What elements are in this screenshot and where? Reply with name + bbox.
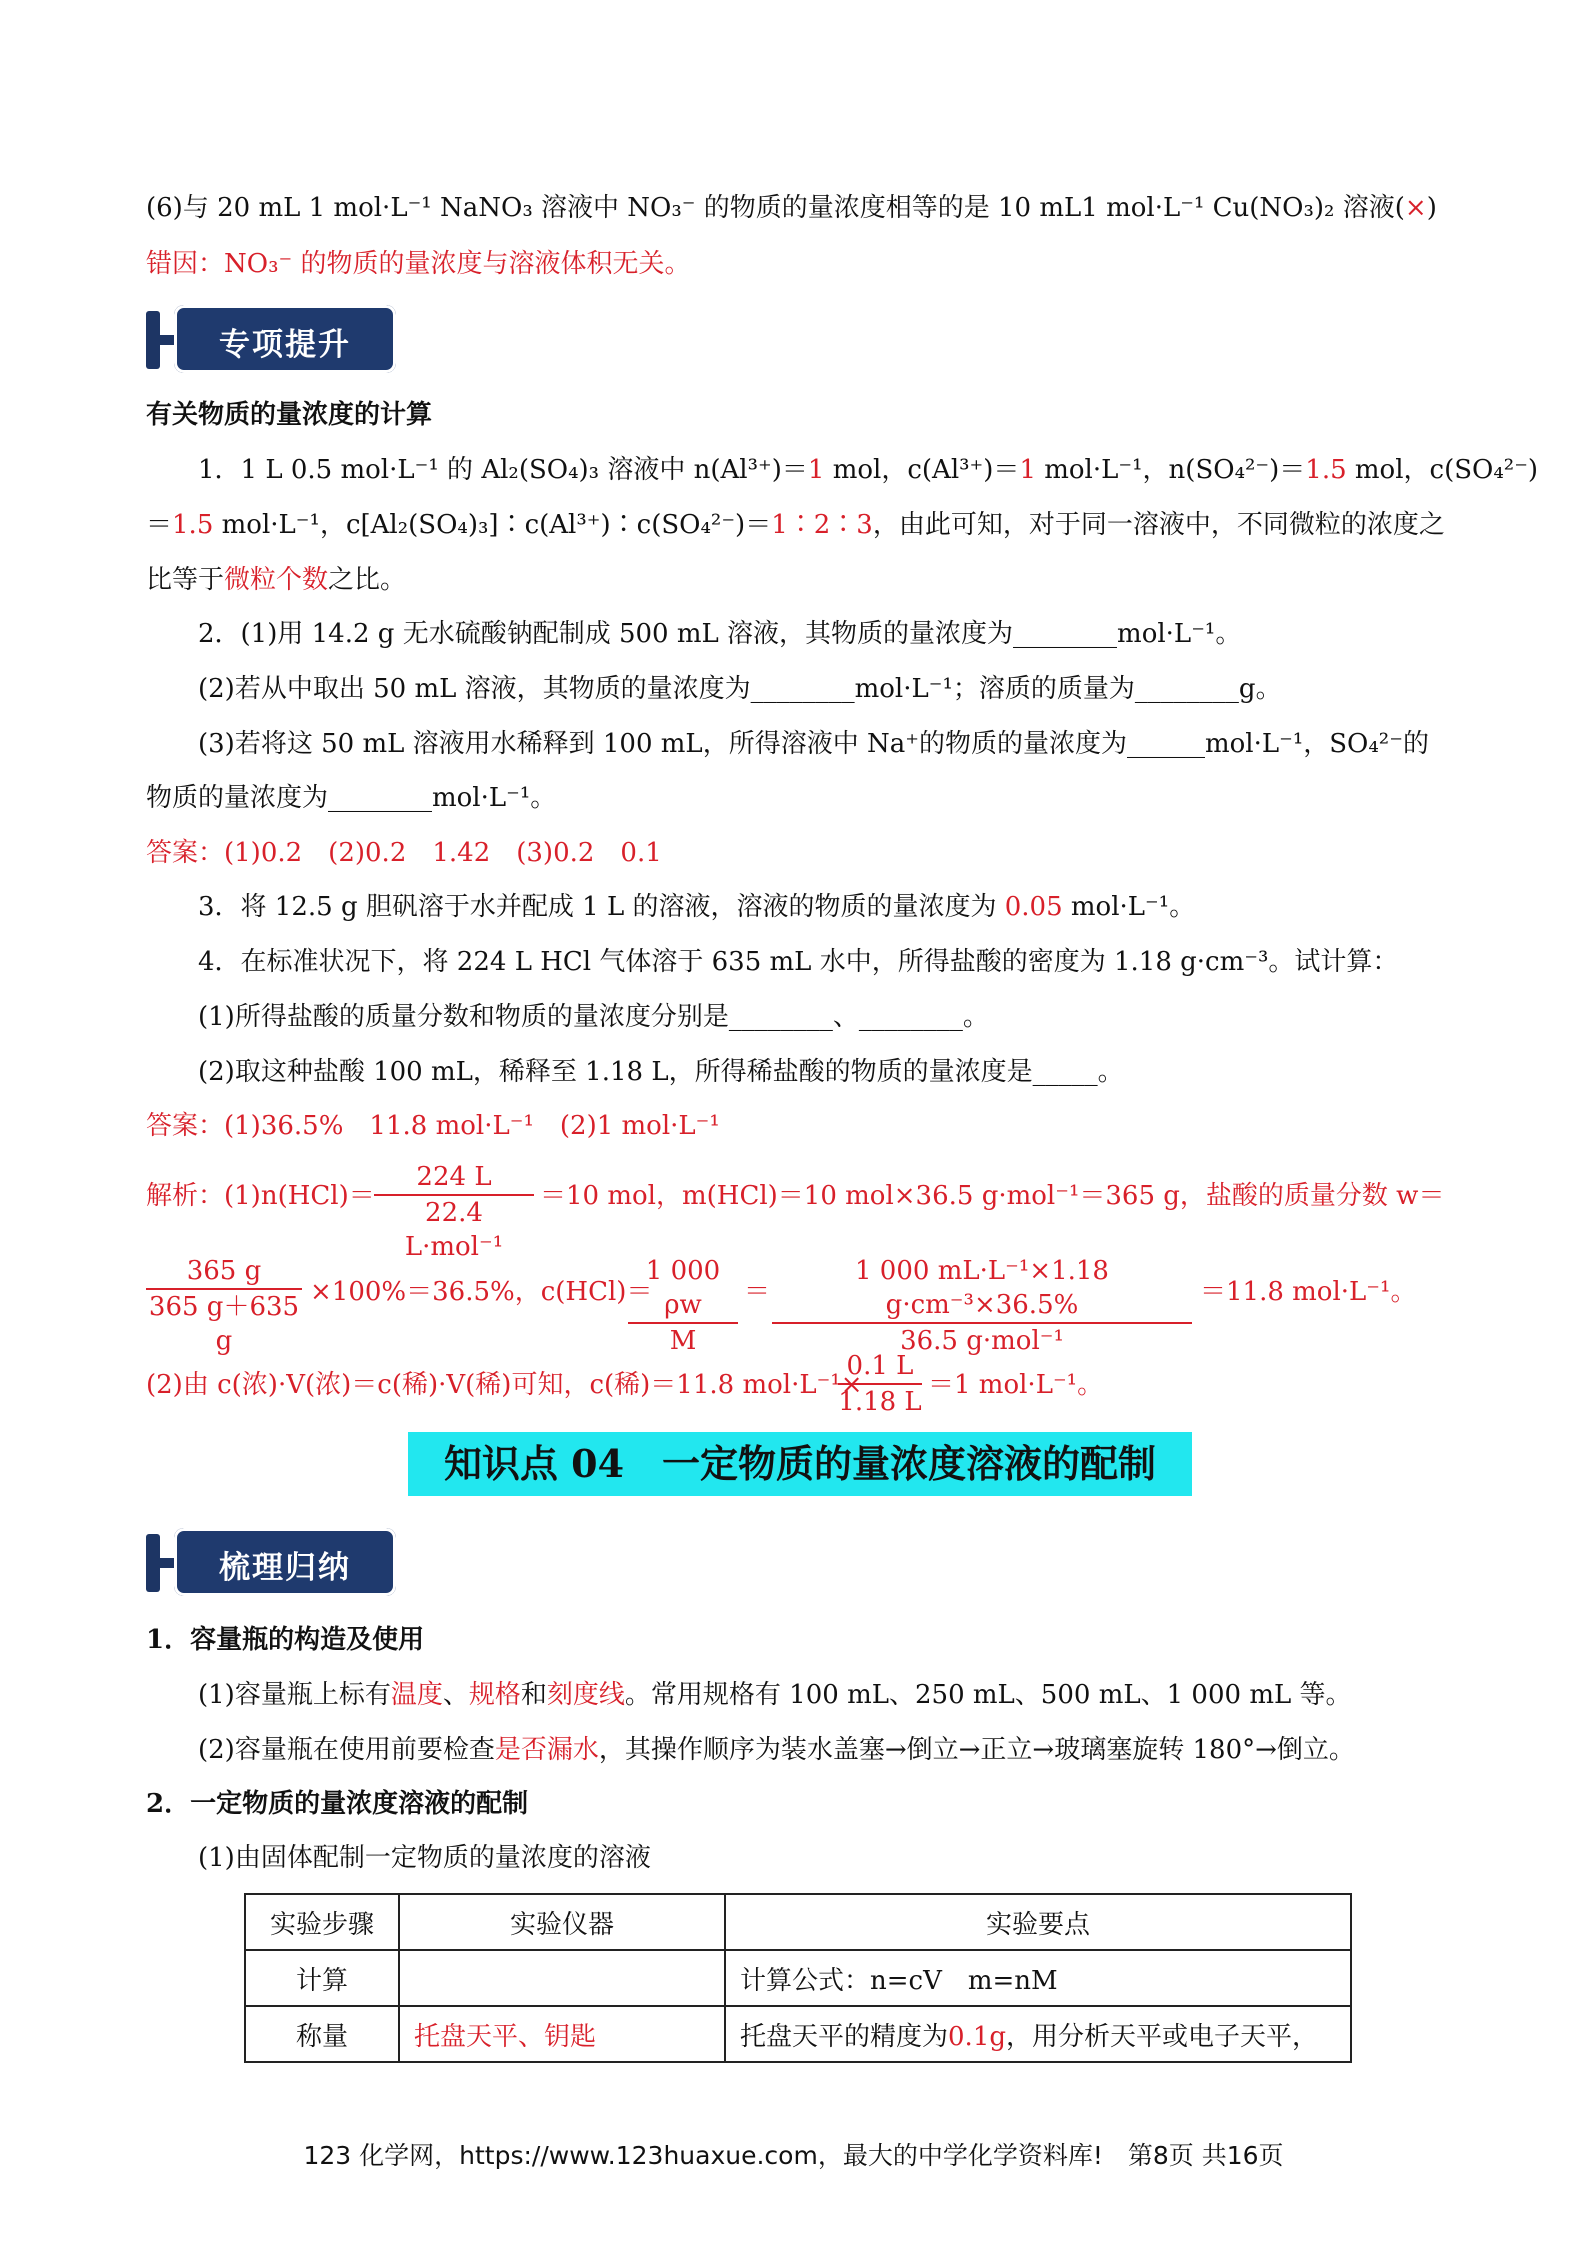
- table-header: 实验步骤: [245, 1894, 399, 1950]
- analysis-line-3a: (2)由 c(浓)·V(浓)＝c(稀)·V(稀)可知，c(稀)＝11.8 mol·L⁻¹×: [146, 1370, 863, 1400]
- section-banner-summary: 梳理归纳: [146, 1528, 398, 1598]
- s1-title: 1．容量瓶的构造及使用: [146, 1625, 425, 1655]
- q2-line-3: (3)若将这 50 mL 溶液用水稀释到 100 mL，所得溶液中 Na⁺的物质的量浓度为______mol·L⁻¹，SO₄²⁻的: [198, 729, 1429, 759]
- q1-line-1: 1．1 L 0.5 mol·L⁻¹ 的 Al₂(SO₄)₃ 溶液中 n(Al³⁺)＝1 mol，c(Al³⁺)＝1 mol·L⁻¹，n(SO₄²⁻)＝1.5 mol，c(SO₄²⁻): [198, 455, 1539, 485]
- q4-line-2: (1)所得盐酸的质量分数和物质的量浓度分别是________、________。: [198, 1002, 989, 1032]
- q1-line-3: 比等于微粒个数之比。: [146, 565, 407, 595]
- analysis-line-3b: ＝1 mol·L⁻¹。: [928, 1370, 1104, 1400]
- q2-line-2: (2)若从中取出 50 mL 溶液，其物质的量浓度为________mol·L⁻¹；溶质的质量为________g。: [198, 674, 1282, 704]
- table-cell: 称量: [245, 2006, 399, 2062]
- fraction-dilution: $\frac{0.1 L}{1.18 L}$: [838, 1351, 922, 1417]
- analysis-eq: ＝: [744, 1277, 771, 1307]
- table-cell: 计算: [245, 1950, 399, 2006]
- s2-title: 2．一定物质的量浓度溶液的配制: [146, 1789, 529, 1819]
- table-header-row: [245, 1894, 1351, 1950]
- fraction-concentration: 1 000 mL·L⁻¹×1.18 g·cm⁻³×36.5% 36.5 g·mol⁻¹: [772, 1254, 1192, 1358]
- table-cell: 托盘天平的精度为0.1g，用分析天平或电子天平，: [725, 2006, 1351, 2062]
- item-6-statement: (6)与 20 mL 1 mol·L⁻¹ NaNO₃ 溶液中 NO₃⁻ 的物质的量浓度相等的是 10 mL1 mol·L⁻¹ Cu(NO₃)₂ 溶液(×): [146, 193, 1437, 223]
- q1-line-2: ＝1.5 mol·L⁻¹，c[Al₂(SO₄)₃]∶c(Al³⁺)∶c(SO₄²⁻)＝1∶2∶3，由此可知，对于同一溶液中，不同微粒的浓度之: [146, 510, 1445, 540]
- table-cell: [399, 1950, 725, 2006]
- s1-line-1: (1)容量瓶上标有温度、规格和刻度线。常用规格有 100 mL、250 mL、500 mL、1 000 mL 等。: [198, 1680, 1352, 1710]
- s2-subtitle: (1)由固体配制一定物质的量浓度的溶液: [198, 1843, 651, 1873]
- wrong-mark: ×: [1404, 193, 1427, 223]
- analysis-line-1a: 解析：(1)n(HCl)＝: [146, 1181, 375, 1211]
- section-banner-special: 专项提升: [146, 305, 398, 375]
- q4-answer: 答案：(1)36.5% 11.8 mol·L⁻¹ (2)1 mol·L⁻¹: [146, 1111, 720, 1141]
- fraction-formula: $\frac{1 000 \rho w}{M}$: [628, 1254, 738, 1358]
- s1-line-2: (2)容量瓶在使用前要检查是否漏水，其操作顺序为装水盖塞→倒立→正立→玻璃塞旋转 180°→倒立。: [198, 1735, 1355, 1765]
- banner-bar-icon: [146, 311, 160, 369]
- q2-line-4: 物质的量浓度为________mol·L⁻¹。: [146, 783, 557, 813]
- q2-answer: 答案：(1)0.2 (2)0.2 1.42 (3)0.2 0.1: [146, 838, 662, 868]
- table-row: [245, 1950, 1351, 2006]
- fraction-mass-fraction: $\frac{365 g}{365 g+635 g}$: [146, 1254, 302, 1358]
- analysis-line-2b: ＝11.8 mol·L⁻¹。: [1200, 1277, 1417, 1307]
- experiment-table: [244, 1893, 1352, 2063]
- analysis-line-1b: ＝10 mol，m(HCl)＝10 mol×36.5 g·mol⁻¹＝365 g，盐酸的质量分数 w＝: [540, 1181, 1445, 1211]
- table-cell: 计算公式：n=cV m=nM: [725, 1950, 1351, 2006]
- table-header: 实验仪器: [399, 1894, 725, 1950]
- table-header: 实验要点: [725, 1894, 1351, 1950]
- table-row: [245, 2006, 1351, 2062]
- table-cell: 托盘天平、钥匙: [399, 2006, 725, 2062]
- banner-bar-icon: [146, 1534, 160, 1592]
- knowledge-point-title: 知识点 04 一定物质的量浓度溶液的配制: [408, 1432, 1192, 1496]
- item-6-error-reason: 错因：NO₃⁻ 的物质的量浓度与溶液体积无关。: [146, 249, 691, 279]
- page-footer: 123 化学网，https://www.123huaxue.com，最大的中学化学资料库! 第8页 共16页: [303, 2141, 1284, 2170]
- q4-line-3: (2)取这种盐酸 100 mL，稀释至 1.18 L，所得稀盐酸的物质的量浓度是_____。: [198, 1057, 1124, 1087]
- analysis-line-2a: ×100%＝36.5%，c(HCl)＝: [310, 1277, 653, 1307]
- q3-line: 3．将 12.5 g 胆矾溶于水并配成 1 L 的溶液，溶液的物质的量浓度为 0.05 mol·L⁻¹。: [198, 892, 1196, 922]
- q4-line-1: 4．在标准状况下，将 224 L HCl 气体溶于 635 mL 水中，所得盐酸的密度为 1.18 g·cm⁻³。试计算：: [198, 947, 1399, 977]
- fraction-moles: 224 L 22.4 L·mol⁻¹: [374, 1160, 534, 1264]
- section-title-calc: 有关物质的量浓度的计算: [146, 400, 433, 430]
- q2-line-1: 2．(1)用 14.2 g 无水硫酸钠配制成 500 mL 溶液，其物质的量浓度为________mol·L⁻¹。: [198, 619, 1242, 649]
